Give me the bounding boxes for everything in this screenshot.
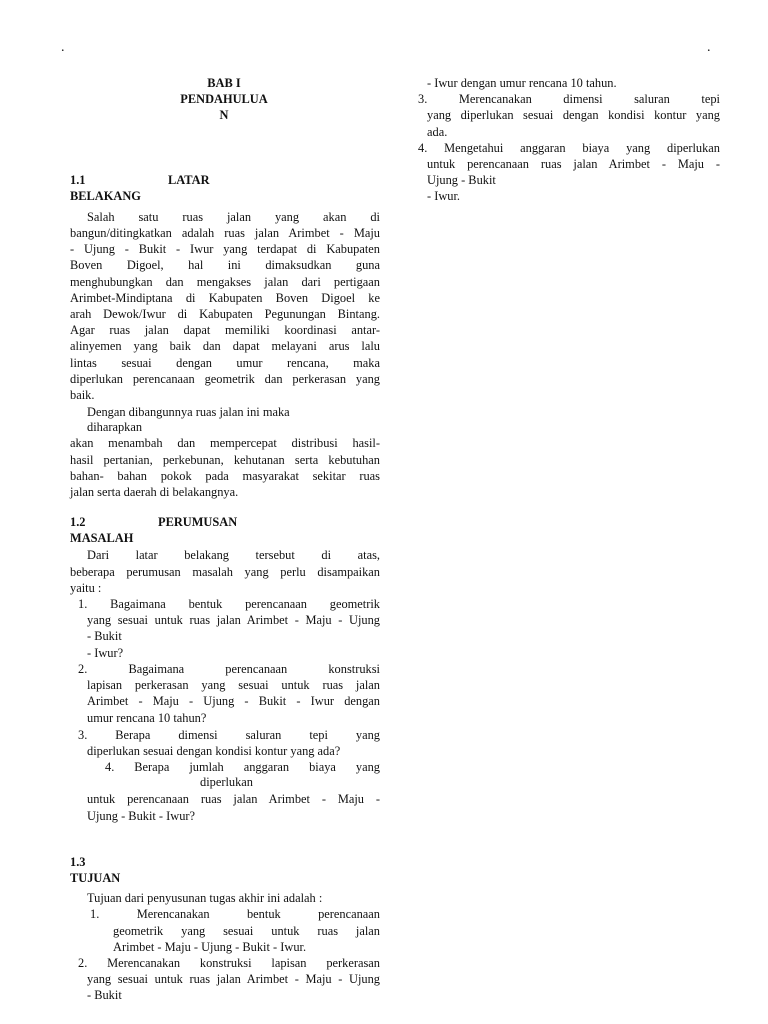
list-text: Mengetahui anggaran biaya yang diperlukan <box>444 140 720 155</box>
list-item <box>70 661 380 677</box>
list-text: Merencanakan dimensi saluran tepi <box>458 92 720 107</box>
list-text: Ujung - Bukit - Iwur? <box>87 808 196 823</box>
paragraph-line: yaitu : <box>70 580 102 595</box>
paragraph-line: - Ujung - Bukit - Iwur yang terdapat di Kabupaten <box>70 242 380 257</box>
paragraph-line: baik. <box>70 388 95 403</box>
list-text: yang sesuai untuk ruas jalan Arimbet - Maju - Ujung <box>87 613 380 628</box>
chapter-label: BAB I <box>207 76 241 90</box>
list-item <box>70 596 380 612</box>
list-item <box>418 91 720 107</box>
paragraph-line: bahan- bahan pokok pada masyarakat sekitar ruas <box>70 468 380 483</box>
section-1-2-heading <box>70 514 380 530</box>
list-number: 2. <box>78 661 88 676</box>
list-text: diperlukan sesuai dengan kondisi kontur yang ada? <box>87 743 341 758</box>
section-1-3-title: TUJUAN <box>70 870 121 885</box>
paragraph-line: hasil pertanian, perkebunan, kehutanan serta kebutuhan <box>70 452 380 467</box>
list-text: Berapa jumlah anggaran biaya yang <box>134 760 380 775</box>
section-title: PERUMUSAN <box>158 515 238 530</box>
list-number: 1. <box>78 597 88 612</box>
list-number: 2. <box>78 955 88 970</box>
paragraph-line: Boven Digoel, hal ini dimaksudkan guna <box>70 258 380 273</box>
list-text: - Iwur? <box>87 645 124 660</box>
paragraph-line: Dari latar belakang tersebut di atas, <box>87 548 380 563</box>
list-text: - Bukit <box>87 988 122 1003</box>
list-text: Arimbet - Maju - Ujung - Bukit - Iwur dengan <box>87 694 380 709</box>
section-title-wrap: MASALAH <box>70 531 134 546</box>
paragraph-line: akan menambah dan mempercepat distribusi hasil- <box>70 436 380 451</box>
chapter-heading <box>70 75 378 124</box>
paragraph-line: menghubungkan dan mengakses jalan dari pertigaan <box>70 274 380 289</box>
list-text: lapisan perkerasan yang sesuai untuk ruas jalan <box>87 678 380 693</box>
problem-intro <box>70 547 380 596</box>
paragraph-line: Arimbet-Mindiptana di Kabupaten Boven Digoel ke <box>70 290 380 305</box>
list-item <box>70 906 380 922</box>
paragraph-line: lintas sesuai dengan umur rencana, maka <box>70 355 380 370</box>
paragraph-purpose <box>70 404 380 500</box>
paragraph-line: Dengan dibangunnya ruas jalan ini maka <box>87 405 290 420</box>
list-text: untuk perencanaan ruas jalan Arimbet - Maju - <box>427 157 720 172</box>
objective-list <box>70 890 380 1003</box>
section-title: LATAR <box>168 172 210 187</box>
corner-mark-left: . <box>61 40 65 55</box>
list-text: Arimbet - Maju - Ujung - Bukit - Iwur. <box>113 939 307 954</box>
paragraph-line: diharapkan <box>87 420 143 435</box>
list-text: Merencanakan konstruksi lapisan perkerasan <box>107 955 380 970</box>
list-text: - Iwur dengan umur rencana 10 tahun. <box>427 76 617 90</box>
right-column <box>418 75 720 205</box>
paragraph-line: beberapa perumusan masalah yang perlu disampaikan <box>70 564 380 579</box>
section-number: 1.1 <box>70 172 86 187</box>
left-column <box>70 75 380 1004</box>
paragraph-background <box>70 209 380 403</box>
chapter-title: PENDAHULUA <box>180 92 268 107</box>
paragraph-line: Salah satu ruas jalan yang akan di <box>87 209 380 224</box>
list-item <box>70 955 380 971</box>
list-number: 3. <box>418 92 428 107</box>
list-text: yang sesuai untuk ruas jalan Arimbet - Maju - Ujung <box>87 972 380 987</box>
list-number: 4. <box>105 760 115 775</box>
list-number: 3. <box>78 727 88 742</box>
list-item <box>70 759 380 775</box>
list-text: umur rencana 10 tahun? <box>87 710 207 725</box>
list-text: untuk perencanaan ruas jalan Arimbet - Maju - <box>87 792 380 807</box>
list-text: ada. <box>427 124 448 139</box>
section-number: 1.2 <box>70 515 86 530</box>
list-text: geometrik yang sesuai untuk ruas jalan <box>113 923 380 938</box>
corner-mark-right: . <box>707 40 711 55</box>
list-text: Ujung - Bukit <box>427 173 496 188</box>
list-text: - Bukit <box>87 629 122 644</box>
list-text: Merencanakan bentuk perencanaan <box>136 907 380 922</box>
chapter-title-wrap: N <box>219 108 229 123</box>
paragraph-line: alinyemen yang baik dan dapat melayani arus lalu <box>70 339 380 354</box>
paragraph-line: Agar ruas jalan dapat memiliki koordinasi antar- <box>70 323 380 338</box>
list-text: yang diperlukan sesuai dengan kondisi kontur yang <box>427 108 720 123</box>
list-item <box>418 140 720 156</box>
section-title-wrap: BELAKANG <box>70 188 141 203</box>
paragraph-line: bangun/ditingkatkan adalah ruas jalan Arimbet - Maju <box>70 226 380 241</box>
list-text: Berapa dimensi saluran tepi yang <box>115 727 381 742</box>
list-text: - Iwur. <box>427 189 461 204</box>
list-item <box>70 727 380 743</box>
paragraph-line: arah Dewok/Iwur di Kabupaten Pegunungan Bintang. <box>70 307 380 322</box>
list-text: diperlukan <box>200 775 253 790</box>
list-number: 4. <box>418 140 428 155</box>
section-1-1-heading <box>70 172 380 188</box>
paragraph-line: jalan serta daerah di belakangnya. <box>70 485 239 500</box>
paragraph-line: Tujuan dari penyusunan tugas akhir ini adalah : <box>87 891 323 906</box>
section-1-3-number: 1.3 <box>70 854 86 869</box>
list-text: Bagaimana bentuk perencanaan geometrik <box>110 597 380 612</box>
list-number: 1. <box>90 907 100 922</box>
list-text: Bagaimana perencanaan konstruksi <box>128 661 380 676</box>
problem-list <box>70 596 380 824</box>
paragraph-line: diperlukan perencanaan geometrik dan perkerasan yang <box>70 371 380 386</box>
